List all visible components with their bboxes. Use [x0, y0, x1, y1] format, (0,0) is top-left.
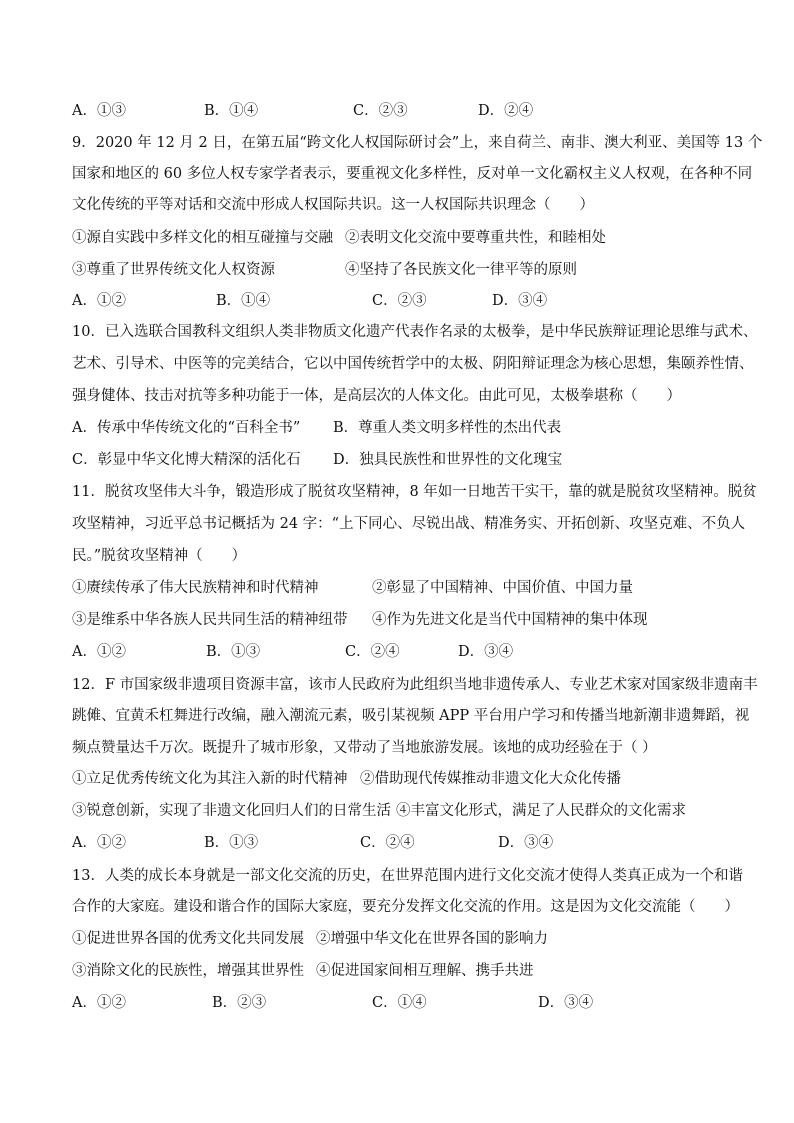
q11-option-a: A．①② — [72, 644, 126, 660]
q12-statement-4: ④丰富文化形式，满足了人民群众的文化需求 — [396, 803, 686, 819]
q8-option-b: B．①④ — [204, 103, 259, 119]
q12-option-c: C．②④ — [360, 835, 415, 851]
q9-option-b: B．①④ — [216, 293, 271, 309]
q11-option-c: C．②④ — [345, 644, 400, 660]
q9-option-d: D．③④ — [492, 293, 548, 309]
q13-statement-3: ③消除文化的民族性，增强其世界性 — [72, 963, 304, 979]
q9-statement-3: ③尊重了世界传统文化人权资源 — [72, 262, 275, 278]
q11-stem-line: 11．脱贫攻坚伟大斗争，锻造形成了脱贫攻坚精神，8 年如一日地苦干实干，靠的就是脱贫攻坚精神。脱贫 — [72, 484, 757, 500]
q12-stem-line: 跳傩、宜黄禾杠舞进行改编，融入潮流元素，吸引某视频 APP 平台用户学习和传播当地新潮非遗舞蹈，视 — [72, 708, 750, 724]
q11-option-b: B．①③ — [206, 644, 261, 660]
q13-stem-line: 13．人类的成长本身就是一部文化交流的历史，在世界范围内进行文化交流才使得人类真正成为一个和谐 — [72, 868, 743, 884]
q13-stem-line: 合作的大家庭。建设和谐合作的国际大家庭，要充分发挥文化交流的作用。这是因为文化交流能（ ） — [72, 899, 739, 915]
q12-statement-2: ②借助现代传媒推动非遗文化大众化传播 — [360, 771, 621, 787]
q10-stem-line: 10．已入选联合国教科文组织人类非物质文化遗产代表作名录的太极拳，是中华民族辩证理论思维与武术、 — [72, 324, 758, 340]
q12-stem-line: 12．F 市国家级非遗项目资源丰富，该市人民政府为此组织当地非遗传承人、专业艺术家对国家级非遗南丰 — [72, 677, 758, 693]
q13-statement-4: ④促进国家间相互理解、携手共进 — [316, 963, 534, 979]
q10-option-d: D．独具民族性和世界性的文化瑰宝 — [333, 452, 563, 468]
q8-option-d: D．②④ — [478, 103, 534, 119]
q9-stem-line: 国家和地区的 60 多位人权专家学者表示，要重视文化多样性，反对单一文化霸权主义人权观，在各种不同 — [72, 166, 753, 182]
q11-statement-4: ④作为先进文化是当代中国精神的集中体现 — [372, 612, 648, 628]
q11-option-d: D．③④ — [458, 644, 514, 660]
q10-option-c: C．彰显中华文化博大精深的活化石 — [72, 452, 301, 468]
q9-statement-4: ④坚持了各民族文化一律平等的原则 — [345, 262, 577, 278]
q8-option-c: C．②③ — [353, 103, 408, 119]
q11-statement-3: ③是维系中华各族人民共同生活的精神纽带 — [72, 612, 348, 628]
q12-option-d: D．③④ — [498, 835, 554, 851]
q9-option-c: C．②③ — [372, 293, 427, 309]
q12-option-a: A．①② — [72, 835, 126, 851]
q13-option-c: C．①④ — [372, 995, 427, 1011]
q11-statement-2: ②彰显了中国精神、中国价值、中国力量 — [372, 580, 633, 596]
q10-stem-line: 强身健体、技击对抗等多种功能于一体，是高层次的人体文化。由此可见，太极拳堪称（ ） — [72, 388, 681, 404]
q12-option-b: B．①③ — [204, 835, 259, 851]
q10-option-a: A．传承中华传统文化的“百科全书” — [72, 420, 301, 436]
q12-statement-1: ①立足优秀传统文化为其注入新的时代精神 — [72, 771, 348, 787]
q13-statement-2: ②增强中华文化在世界各国的影响力 — [316, 931, 548, 947]
q10-stem-line: 艺术、引导术、中医等的完美结合，它以中国传统哲学中的太极、阴阳辩证理念为核心思想，集颐养性情、 — [72, 356, 754, 372]
q11-stem-line: 民。”脱贫攻坚精神（ ） — [72, 548, 247, 564]
q9-stem-line: 9．2020 年 12 月 2 日，在第五届“跨文化人权国际研讨会”上，来自荷兰、南非、澳大利亚、美国等 13 个 — [72, 135, 763, 151]
q11-statement-1: ①赓续传承了伟大民族精神和时代精神 — [72, 580, 319, 596]
q13-option-b: B．②③ — [212, 995, 267, 1011]
q12-stem-line: 频点赞量达千万次。既提升了城市形象，又带动了当地旅游发展。该地的成功经验在于（ ） — [72, 740, 657, 756]
q8-option-a: A．①③ — [72, 103, 126, 119]
q9-option-a: A．①② — [72, 293, 126, 309]
q12-statement-3: ③锐意创新，实现了非遗文化回归人们的日常生活 — [72, 803, 391, 819]
q13-option-d: D．③④ — [538, 995, 594, 1011]
q9-statement-1: ①源自实践中多样文化的相互碰撞与交融 — [72, 230, 333, 246]
q9-statement-2: ②表明文化交流中要尊重共性，和睦相处 — [345, 230, 606, 246]
q9-stem-line: 文化传统的平等对话和交流中形成人权国际共识。这一人权国际共识理念（ ） — [72, 197, 594, 213]
q13-option-a: A．①② — [72, 995, 126, 1011]
q13-statement-1: ①促进世界各国的优秀文化共同发展 — [72, 931, 304, 947]
q11-stem-line: 攻坚精神，习近平总书记概括为 24 字：“上下同心、尽锐出战、精准务实、开拓创新、攻坚克难、不负人 — [72, 516, 746, 532]
q10-option-b: B．尊重人类文明多样性的杰出代表 — [333, 420, 562, 436]
